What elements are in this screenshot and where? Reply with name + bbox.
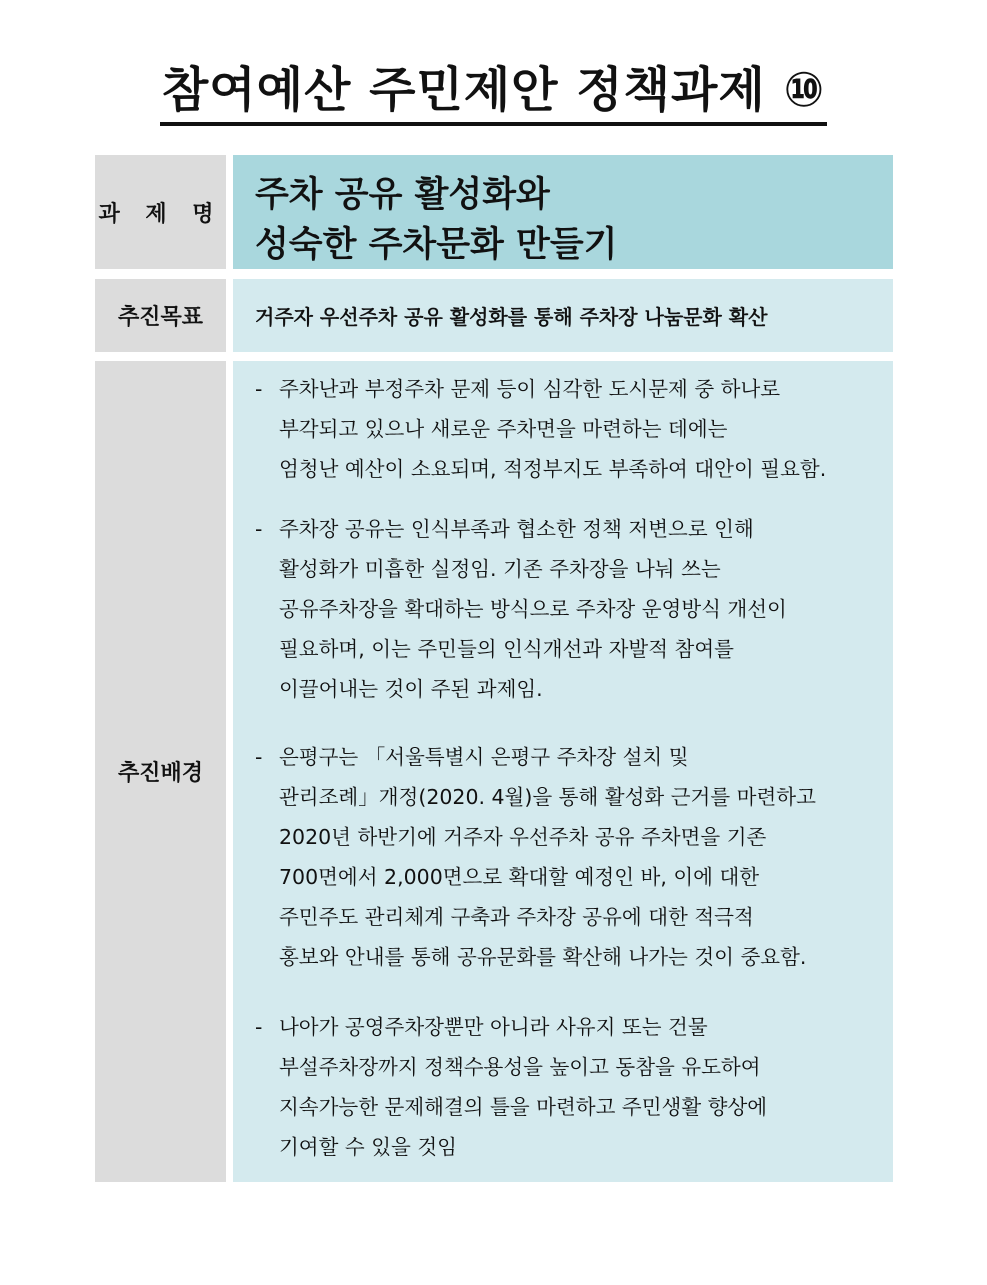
background-label [95,361,226,1182]
bullet-line: 공유주차장을 확대하는 방식으로 주차장 운영방식 개선이 [279,597,787,621]
bullet-dash: - [255,517,263,541]
background-bullet-4 [255,1007,885,1167]
bullet-line: 주민주도 관리체계 구축과 주차장 공유에 대한 적극적 [279,905,754,929]
bullet-line: 필요하며, 이는 주민들의 인식개선과 자발적 참여를 [279,637,734,661]
goal-cell [233,279,893,352]
goal-label [95,279,226,352]
goal-row [95,279,893,352]
task-name-line-1: 주차 공유 활성화와 [255,175,550,215]
bullet-line: 활성화가 미흡한 실정임. 기존 주차장을 나눠 쓰는 [279,557,721,581]
bullet-line: 관리조례」개정(2020. 4월)을 통해 활성화 근거를 마련하고 [279,785,816,809]
background-bullet-3 [255,737,885,977]
bullet-line: 2020년 하반기에 거주자 우선주차 공유 주차면을 기존 [279,825,767,849]
task-name-label [95,155,226,269]
goal-label-text: 추진목표 [117,305,203,330]
bullet-line: 주차난과 부정주차 문제 등이 심각한 도시문제 중 하나로 [279,377,781,401]
background-label-text: 추진배경 [117,761,203,786]
bullet-line: 부각되고 있으나 새로운 주차면을 마련하는 데에는 [279,417,728,441]
task-name-row [95,155,893,269]
bullet-line: 엄청난 예산이 소요되며, 적정부지도 부족하여 대안이 필요함. [279,457,827,481]
task-name-line-2: 성숙한 주차문화 만들기 [255,225,618,265]
bullet-line: 이끌어내는 것이 주된 과제임. [279,677,543,701]
bullet-line: 나아가 공영주차장뿐만 아니라 사유지 또는 건물 [279,1015,708,1039]
bullet-line: 기여할 수 있을 것임 [279,1135,457,1159]
bullet-line: 은평구는 「서울특별시 은평구 주차장 설치 및 [279,745,689,769]
bullet-line: 홍보와 안내를 통해 공유문화를 확산해 나가는 것이 중요함. [279,945,807,969]
background-row [95,361,893,1182]
page-title [0,62,987,126]
bullet-line: 주차장 공유는 인식부족과 협소한 정책 저변으로 인해 [279,517,754,541]
task-name-cell [233,155,893,269]
bullet-line: 700면에서 2,000면으로 확대할 예정인 바, 이에 대한 [279,865,760,889]
background-bullet-1 [255,369,885,489]
task-name-label-text: 과 제 명 [98,201,223,227]
page-title-text: 참여예산 주민제안 정책과제 ⑩ [160,63,827,126]
bullet-dash: - [255,377,263,401]
bullet-dash: - [255,745,263,769]
bullet-dash: - [255,1015,263,1039]
background-bullet-2 [255,509,885,709]
bullet-line: 부설주차장까지 정책수용성을 높이고 동참을 유도하여 [279,1055,761,1079]
goal-text: 거주자 우선주차 공유 활성화를 통해 주차장 나눔문화 확산 [255,305,768,329]
bullet-line: 지속가능한 문제해결의 틀을 마련하고 주민생활 향상에 [279,1095,768,1119]
background-cell [233,361,893,1182]
